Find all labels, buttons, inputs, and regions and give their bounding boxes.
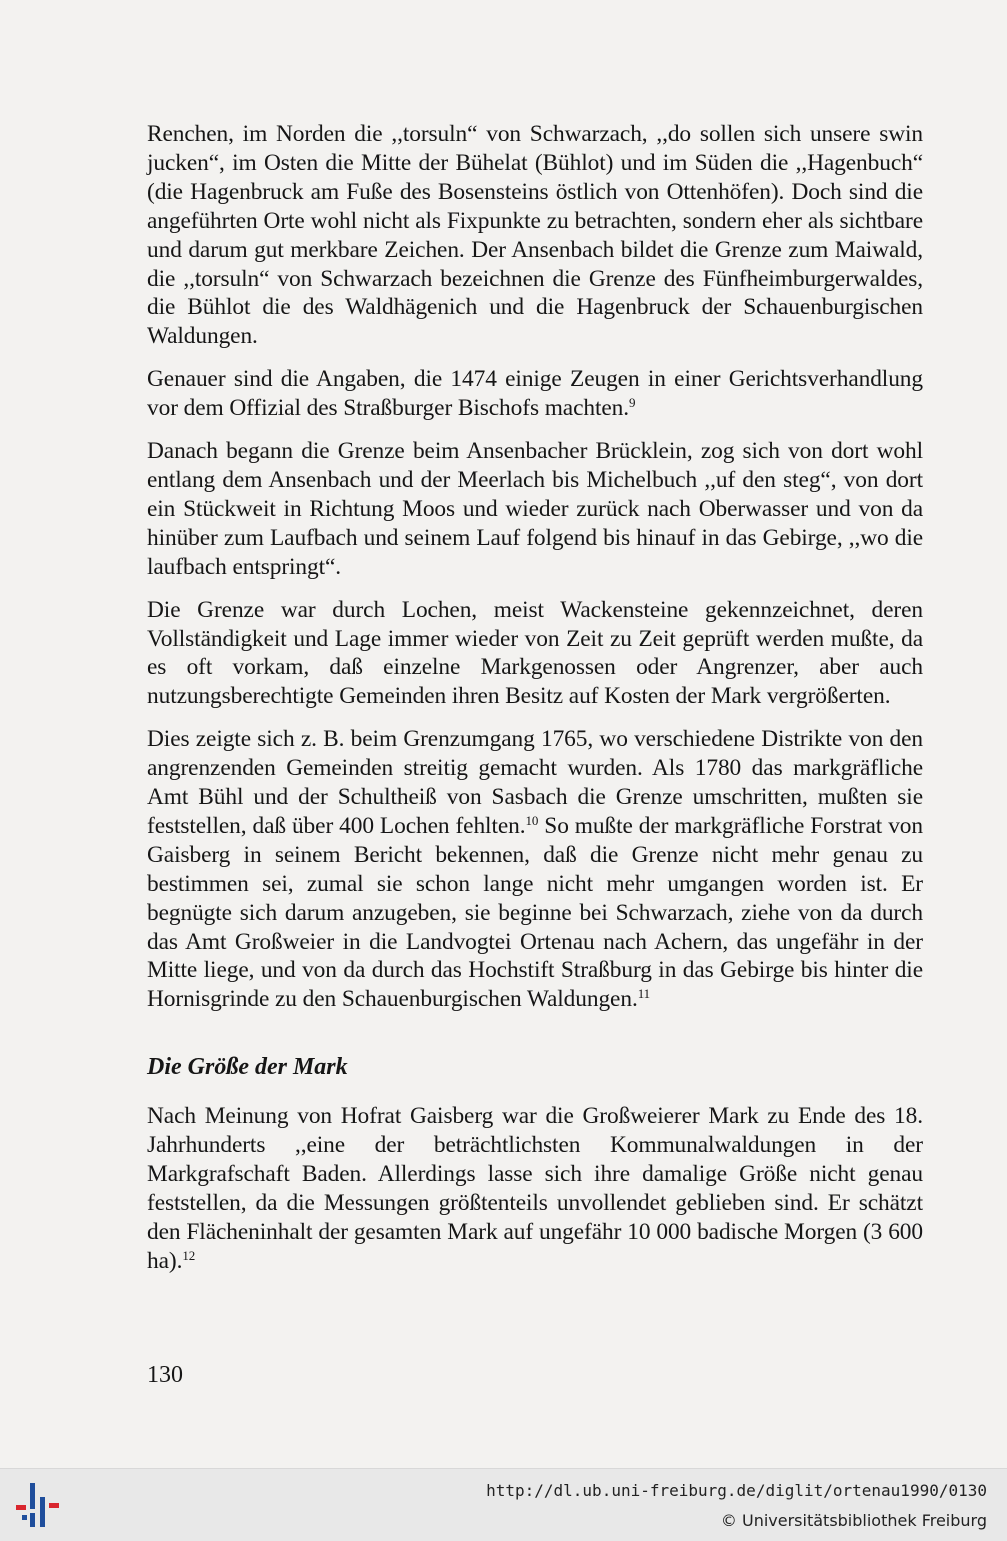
paragraph-2: [147, 365, 923, 423]
section-heading: Die Größe der Mark: [147, 1054, 348, 1081]
paragraph-5b-text: So mußte der markgräfliche Forstrat von Gaisberg in seinem Bericht bekennen, daß die Grenze nicht mehr genau zu bestimmen sei, zumal sie schon lange nicht mehr umgangen worden ist. Er begnügte sich darum anzugeben, sie beginne bei Schwarzach, ziehe von da durch das Amt Großweier in die Landvogtei Ortenau nach Achern, das ungefähr in der Mitte liege, und von da durch das Hochstift Straßburg in das Gebirge bis hinter die Hornisgrinde zu den Schauenburgischen Waldungen.: [147, 812, 923, 1013]
page-number: 130: [147, 1362, 183, 1388]
paragraph-4-text: Die Grenze war durch Lochen, meist Wackensteine gekennzeichnet, deren Vollständigkeit und Lage immer wieder von Zeit zu Zeit geprüft werden mußte, da es oft vorkam, daß einzelne Markgenossen oder Angrenzer, aber auch nutzungsberechtigte Gemeinden ihren Besitz auf Kosten der Mark vergrößerten.: [147, 596, 923, 710]
paragraph-3-text: Danach begann die Grenze beim Ansenbacher Brücklein, zog sich von dort wohl entlang dem Ansenbach und der Meerlach bis Michelbuch ,,uf den steg“, von dort ein Stückweit in Richtung Moos und wieder zurück nach Oberwasser und von da hinüber zum Laufbach und seinem Lauf folgend bis hinauf in das Gebirge, ,,wo die laufbach entspringt“.: [147, 438, 923, 580]
paragraph-5a-text: Dies zeigte sich z. B. beim Grenzumgang 1765, wo verschiedene Distrikte von den angrenzenden Gemeinden streitig gemacht wurden. Als 1780 das markgräfliche Amt Bühl und der Schultheiß von Sasbach die Grenze umschritten, mußten sie feststellen, daß über 400 Lochen fehlten.: [147, 726, 923, 839]
paragraph-6: [147, 1102, 923, 1275]
paragraph-3: [147, 437, 923, 582]
paragraph-6-text: Nach Meinung von Hofrat Gaisberg war die Großweierer Mark zu Ende des 18. Jahrhunderts ,,eine der beträchtlichsten Kommunalwaldungen in der Markgrafschaft Baden. Allerdings lasse sich ihre damalige Größe nicht genau feststellen, da die Messungen größtenteils unvollendet geblieben sind. Er schätzt den Flächeninhalt der gesamten Mark auf ungefähr 10 000 badische Morgen (3 600 ha).: [147, 1103, 923, 1274]
paragraph-1: [147, 120, 923, 351]
footer-bar: [0, 1468, 1007, 1541]
copyright-text: © Universitätsbibliothek Freiburg: [720, 1511, 987, 1530]
footnote-ref-10: 10: [525, 812, 539, 828]
paragraph-1-text: Renchen, im Norden die ,,torsuln“ von Schwarzach, ,,do sollen sich unsere swin jucken“, im Osten die Mitte der Bühelat (Bühlot) und im Süden die ,,Hagenbuch“ (die Hagenbruck am Fuße des Bosensteins östlich von Ottenhöfen). Doch sind die angeführten Orte wohl nicht als Fixpunkte zu betrachten, sondern eher als sichtbare und darum gut merkbare Zeichen. Der Ansenbach bildet die Grenze zum Maiwald, die ,,torsuln“ von Schwarzach bezeichnen die Grenze des Fünfheimburgerwaldes, die Bühlot die des Waldhägenich und die Hagenbruck der Schauenburgischen Waldungen.: [147, 121, 923, 350]
source-url-link[interactable]: http://dl.ub.uni-freiburg.de/diglit/ortenau1990/0130: [486, 1481, 987, 1500]
body-text: [147, 120, 923, 1276]
footnote-ref-11: 11: [637, 986, 651, 1002]
footnote-ref-12: 12: [182, 1247, 196, 1263]
footnote-ref-9: 9: [628, 395, 636, 411]
ub-freiburg-logo-icon: [14, 1479, 64, 1531]
paragraph-2-text: Genauer sind die Angaben, die 1474 einige Zeugen in einer Gerichtsverhandlung vor dem Offizial des Straßburger Bischofs machten.: [147, 366, 923, 422]
paragraph-4: [147, 596, 923, 712]
paragraph-5: [147, 725, 923, 1014]
